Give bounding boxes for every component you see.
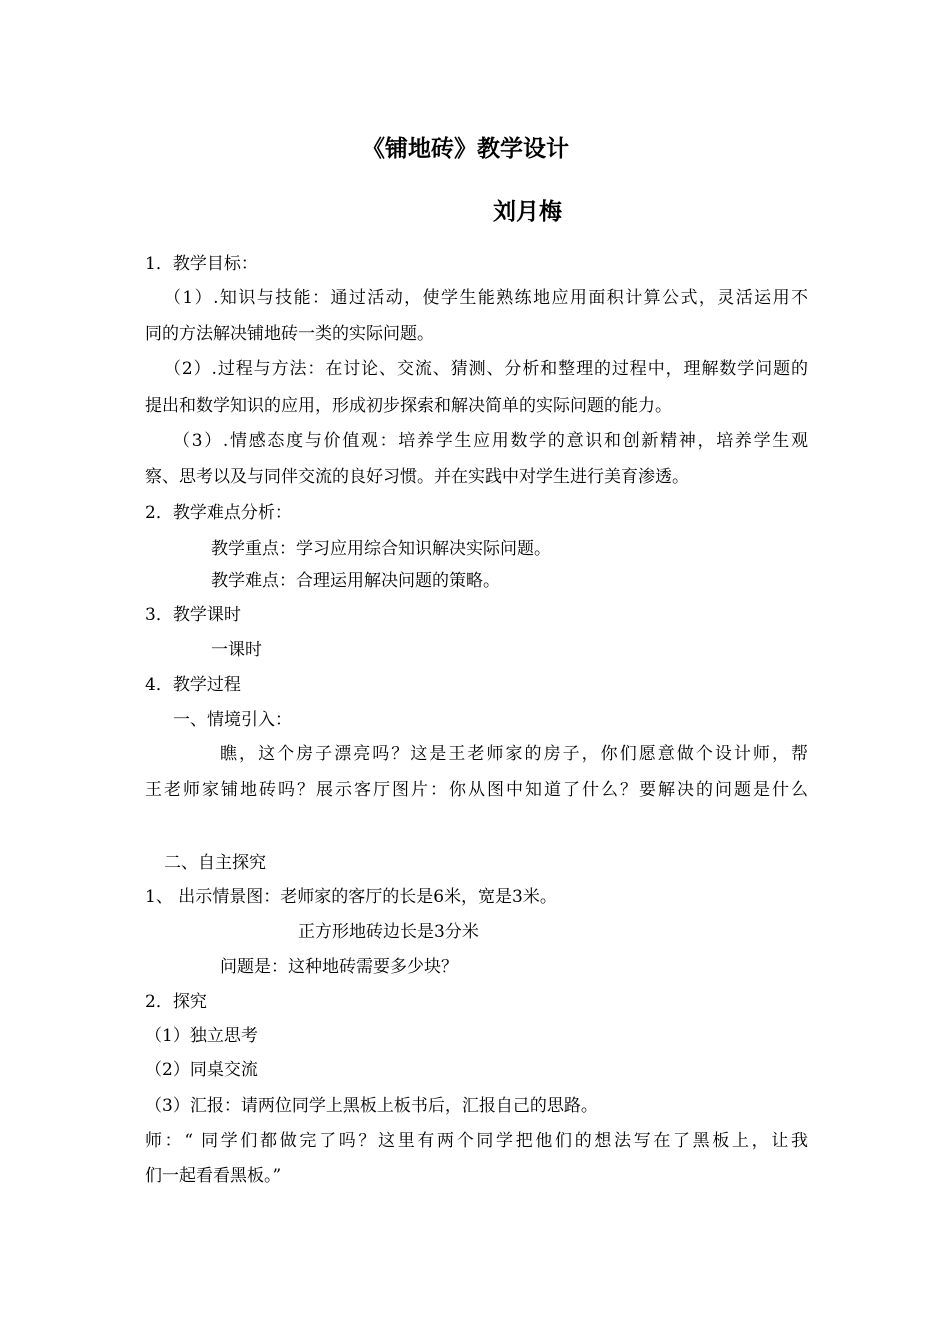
paragraph-line: 2．探究 xyxy=(145,992,207,1012)
paragraph-line: （2）.过程与方法：在讨论、交流、猜测、分析和整理的过程中，理解数学问题的 xyxy=(164,359,808,379)
paragraph-line: 正方形地砖边长是3分米 xyxy=(298,922,479,942)
section-3-heading: 3．教学课时 xyxy=(145,605,241,625)
subsection-heading: 一、情境引入： xyxy=(173,710,292,730)
paragraph-line: 提出和数学知识的应用，形成初步探索和解决简单的实际问题的能力。 xyxy=(145,396,672,416)
paragraph-line: （2）同桌交流 xyxy=(145,1060,258,1080)
paragraph-line: 察、思考以及与同伴交流的良好习惯。并在实践中对学生进行美育渗透。 xyxy=(145,467,689,487)
section-2-heading: 2．教学难点分析： xyxy=(145,503,292,523)
document-author: 刘月梅 xyxy=(493,199,562,225)
section-1-heading: 1．教学目标： xyxy=(145,254,258,274)
paragraph-line: （1）独立思考 xyxy=(145,1026,258,1046)
paragraph-line: （1）.知识与技能：通过活动，使学生能熟练地应用面积计算公式，灵活运用不 xyxy=(164,288,808,308)
section-4-heading: 4．教学过程 xyxy=(145,675,241,695)
paragraph-line: 同的方法解决铺地砖一类的实际问题。 xyxy=(145,324,434,344)
paragraph-line: 师：“ 同学们都做完了吗？这里有两个同学把他们的想法写在了黑板上，让我 xyxy=(145,1131,808,1151)
paragraph-line: 瞧，这个房子漂亮吗？这是王老师家的房子，你们愿意做个设计师，帮 xyxy=(220,744,808,764)
paragraph-line: 教学难点：合理运用解决问题的策略。 xyxy=(211,571,500,591)
paragraph-line: 一课时 xyxy=(211,640,262,660)
paragraph-line: 王老师家铺地砖吗？展示客厅图片：你从图中知道了什么？要解决的问题是什么 xyxy=(145,780,808,800)
paragraph-line: 1、 出示情景图：老师家的客厅的长是6米，宽是3米。 xyxy=(145,887,557,907)
subsection-heading: 二、自主探究 xyxy=(164,853,266,873)
document-title: 《铺地砖》教学设计 xyxy=(362,136,569,162)
paragraph-line: 问题是：这种地砖需要多少块？ xyxy=(220,957,458,977)
paragraph-line: （3）汇报：请两位同学上黑板上板书后，汇报自己的思路。 xyxy=(145,1096,598,1116)
paragraph-line: 们一起看看黑板。” xyxy=(145,1166,282,1186)
paragraph-line: （3）.情感态度与价值观：培养学生应用数学的意识和创新精神，培养学生观 xyxy=(173,431,808,451)
paragraph-line: 教学重点：学习应用综合知识解决实际问题。 xyxy=(211,539,551,559)
